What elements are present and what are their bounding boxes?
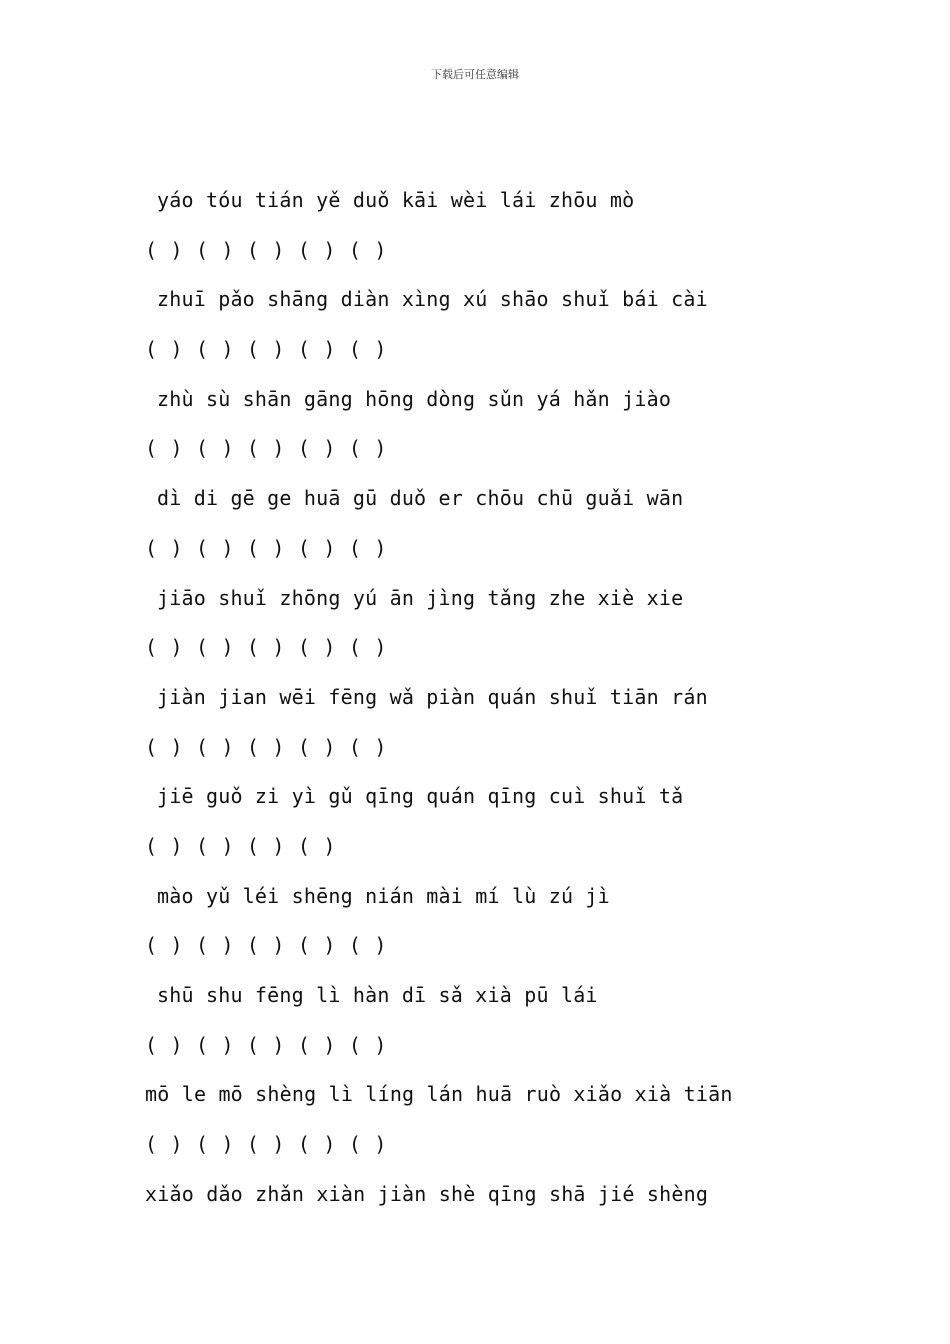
page-header-note: 下载后可任意编辑 — [431, 68, 519, 81]
answer-blanks-line: ( ) ( ) ( ) ( ) ( ) — [145, 933, 387, 958]
answer-blanks-line: ( ) ( ) ( ) ( ) ( ) — [145, 1132, 387, 1157]
pinyin-line: yáo tóu tián yě duǒ kāi wèi lái zhōu mò — [157, 188, 635, 212]
pinyin-line: dì di gē ge huā gū duǒ er chōu chū guǎi wān — [157, 486, 684, 511]
pinyin-line: shū shu fēng lì hàn dī sǎ xià pū lái — [157, 983, 598, 1007]
pinyin-line: jiàn jian wēi fēng wǎ piàn quán shuǐ tiān rán — [157, 684, 708, 709]
pinyin-line: zhù sù shān gāng hōng dòng sǔn yá hǎn jiào — [157, 386, 672, 411]
answer-blanks-line: ( ) ( ) ( ) ( ) ( ) — [145, 635, 387, 660]
answer-blanks-line: ( ) ( ) ( ) ( ) ( ) — [145, 535, 387, 560]
pinyin-line: jiē guǒ zi yì gǔ qīng quán qīng cuì shuǐ tǎ — [157, 784, 684, 809]
answer-blanks-line: ( ) ( ) ( ) ( ) ( ) — [145, 337, 387, 362]
answer-blanks-line: ( ) ( ) ( ) ( ) ( ) — [145, 237, 387, 262]
answer-blanks-line: ( ) ( ) ( ) ( ) ( ) — [145, 1032, 387, 1057]
answer-blanks-line: ( ) ( ) ( ) ( ) — [145, 833, 336, 858]
pinyin-line: mào yǔ léi shēng nián mài mí lù zú jì — [157, 883, 610, 908]
pinyin-line: mō le mō shèng lì líng lán huā ruò xiǎo xià tiān — [145, 1082, 733, 1107]
pinyin-line: zhuī pǎo shāng diàn xìng xú shāo shuǐ bái cài — [157, 287, 708, 312]
answer-blanks-line: ( ) ( ) ( ) ( ) ( ) — [145, 734, 387, 759]
pinyin-line: xiǎo dǎo zhǎn xiàn jiàn shè qīng shā jié shèng — [145, 1181, 709, 1206]
pinyin-line: jiāo shuǐ zhōng yú ān jìng tǎng zhe xiè xie — [157, 585, 684, 610]
answer-blanks-line: ( ) ( ) ( ) ( ) ( ) — [145, 436, 387, 461]
pinyin-exercise — [145, 181, 905, 1224]
